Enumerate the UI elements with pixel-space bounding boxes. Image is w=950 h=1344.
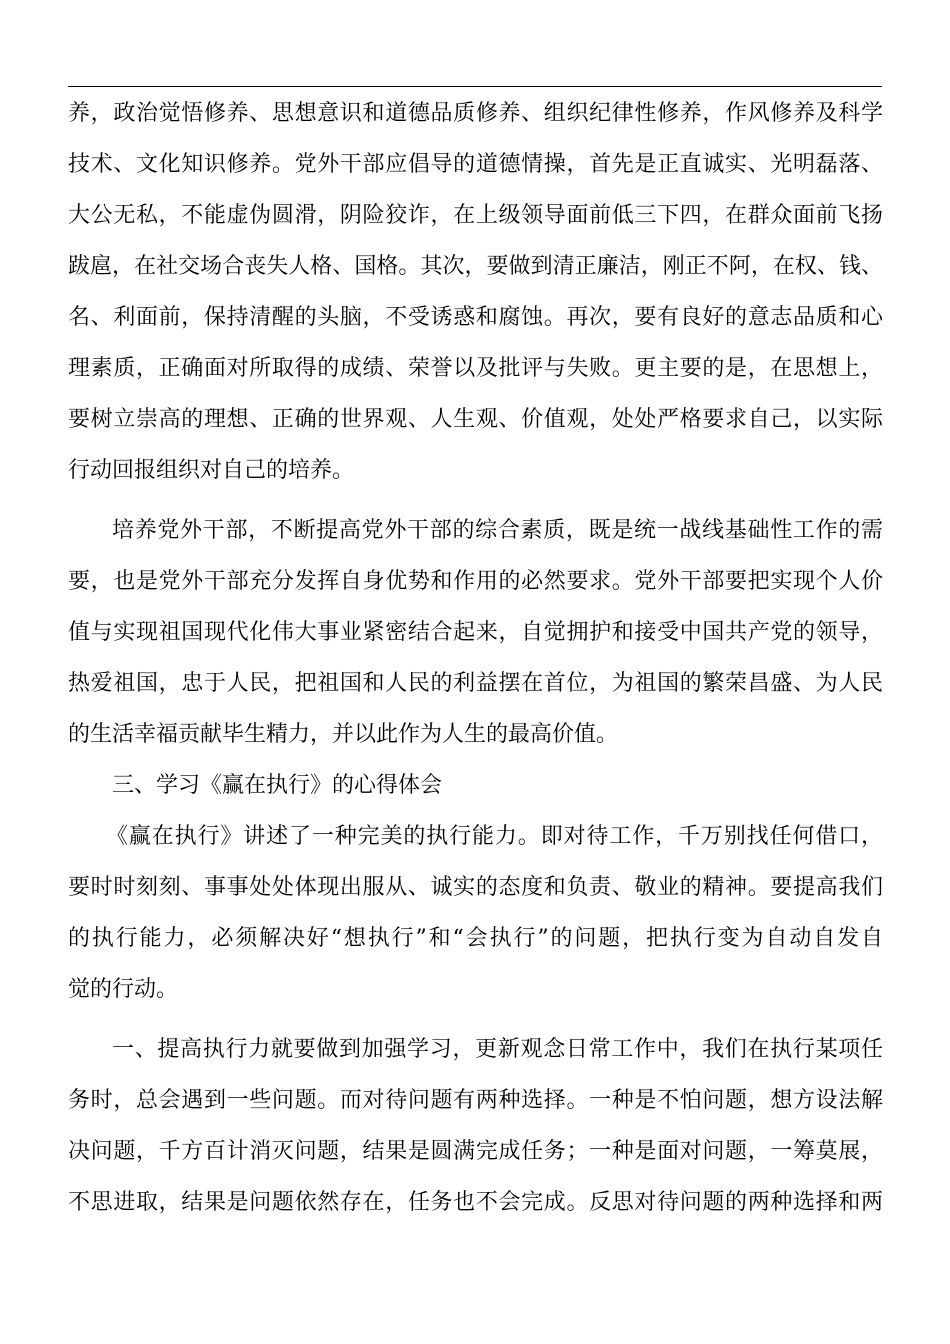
text-line: 名、利面前，保持清醒的头脑，不受诱惑和腐蚀。再次，要有良好的意志品质和心 [68, 305, 883, 330]
section-heading [68, 760, 883, 811]
text-line: 觉的行动。 [68, 977, 179, 1002]
text-line: 热爱祖国，忠于人民，把祖国和人民的利益摆在首位，为祖国的繁荣昌盛、为人民 [68, 671, 883, 696]
text-line: 不思进取，结果是问题依然存在，任务也不会完成。反思对待问题的两种选择和两 [68, 1190, 883, 1215]
text-line: 行动回报组织对自己的培养。 [68, 458, 355, 483]
section-heading-text: 三、学习《赢在执行》的心得体会 [112, 773, 443, 798]
document-body [68, 88, 883, 1228]
paragraph-execution-intro [68, 811, 883, 1015]
text-line: 要，也是党外干部充分发挥自身优势和作用的必然要求。党外干部要把实现个人价 [68, 569, 883, 594]
paragraph-moral-cultivation [68, 88, 883, 496]
text-line: 大公无私，不能虚伪圆滑，阴险狡诈，在上级领导面前低三下四，在群众面前飞扬 [68, 203, 883, 228]
text-line: 《赢在执行》讲述了一种完美的执行能力。即对待工作，千万别找任何借口， [106, 824, 883, 849]
text-line: 技术、文化知识修养。党外干部应倡导的道德情操，首先是正直诚实、光明磊落、 [68, 152, 883, 177]
text-line: 值与实现祖国现代化伟大事业紧密结合起来，自觉拥护和接受中国共产党的领导， [68, 620, 883, 645]
text-line: 跋扈，在社交场合丧失人格、国格。其次，要做到清正廉洁，刚正不阿，在权、钱、 [68, 254, 883, 279]
text-line: 养，政治觉悟修养、思想意识和道德品质修养、组织纪律性修养，作风修养及科学 [68, 101, 883, 126]
text-line: 的执行能力，必须解决好“想执行”和“会执行”的问题，把执行变为自动自发自 [68, 926, 883, 951]
paragraph-cadre-training [68, 505, 883, 760]
text-line: 务时，总会遇到一些问题。而对待问题有两种选择。一种是不怕问题，想方设法解 [68, 1088, 883, 1113]
text-line: 理素质，正确面对所取得的成绩、荣誉以及批评与失败。更主要的是，在思想上， [68, 356, 883, 381]
text-line: 决问题，千方百计消灭问题，结果是圆满完成任务；一种是面对问题，一筹莫展， [68, 1139, 883, 1164]
header-rule [68, 86, 882, 87]
text-line: 要时时刻刻、事事处处体现出服从、诚实的态度和负责、敬业的精神。要提高我们 [68, 875, 883, 900]
text-line: 要树立崇高的理想、正确的世界观、人生观、价值观，处处严格要求自己，以实际 [68, 407, 883, 432]
text-line: 一、提高执行力就要做到加强学习，更新观念日常工作中，我们在执行某项任 [112, 1037, 883, 1062]
paragraph-execution-point-one [68, 1024, 883, 1228]
text-line: 培养党外干部，不断提高党外干部的综合素质，既是统一战线基础性工作的需 [112, 518, 883, 543]
text-line: 的生活幸福贡献毕生精力，并以此作为人生的最高价值。 [68, 722, 619, 747]
